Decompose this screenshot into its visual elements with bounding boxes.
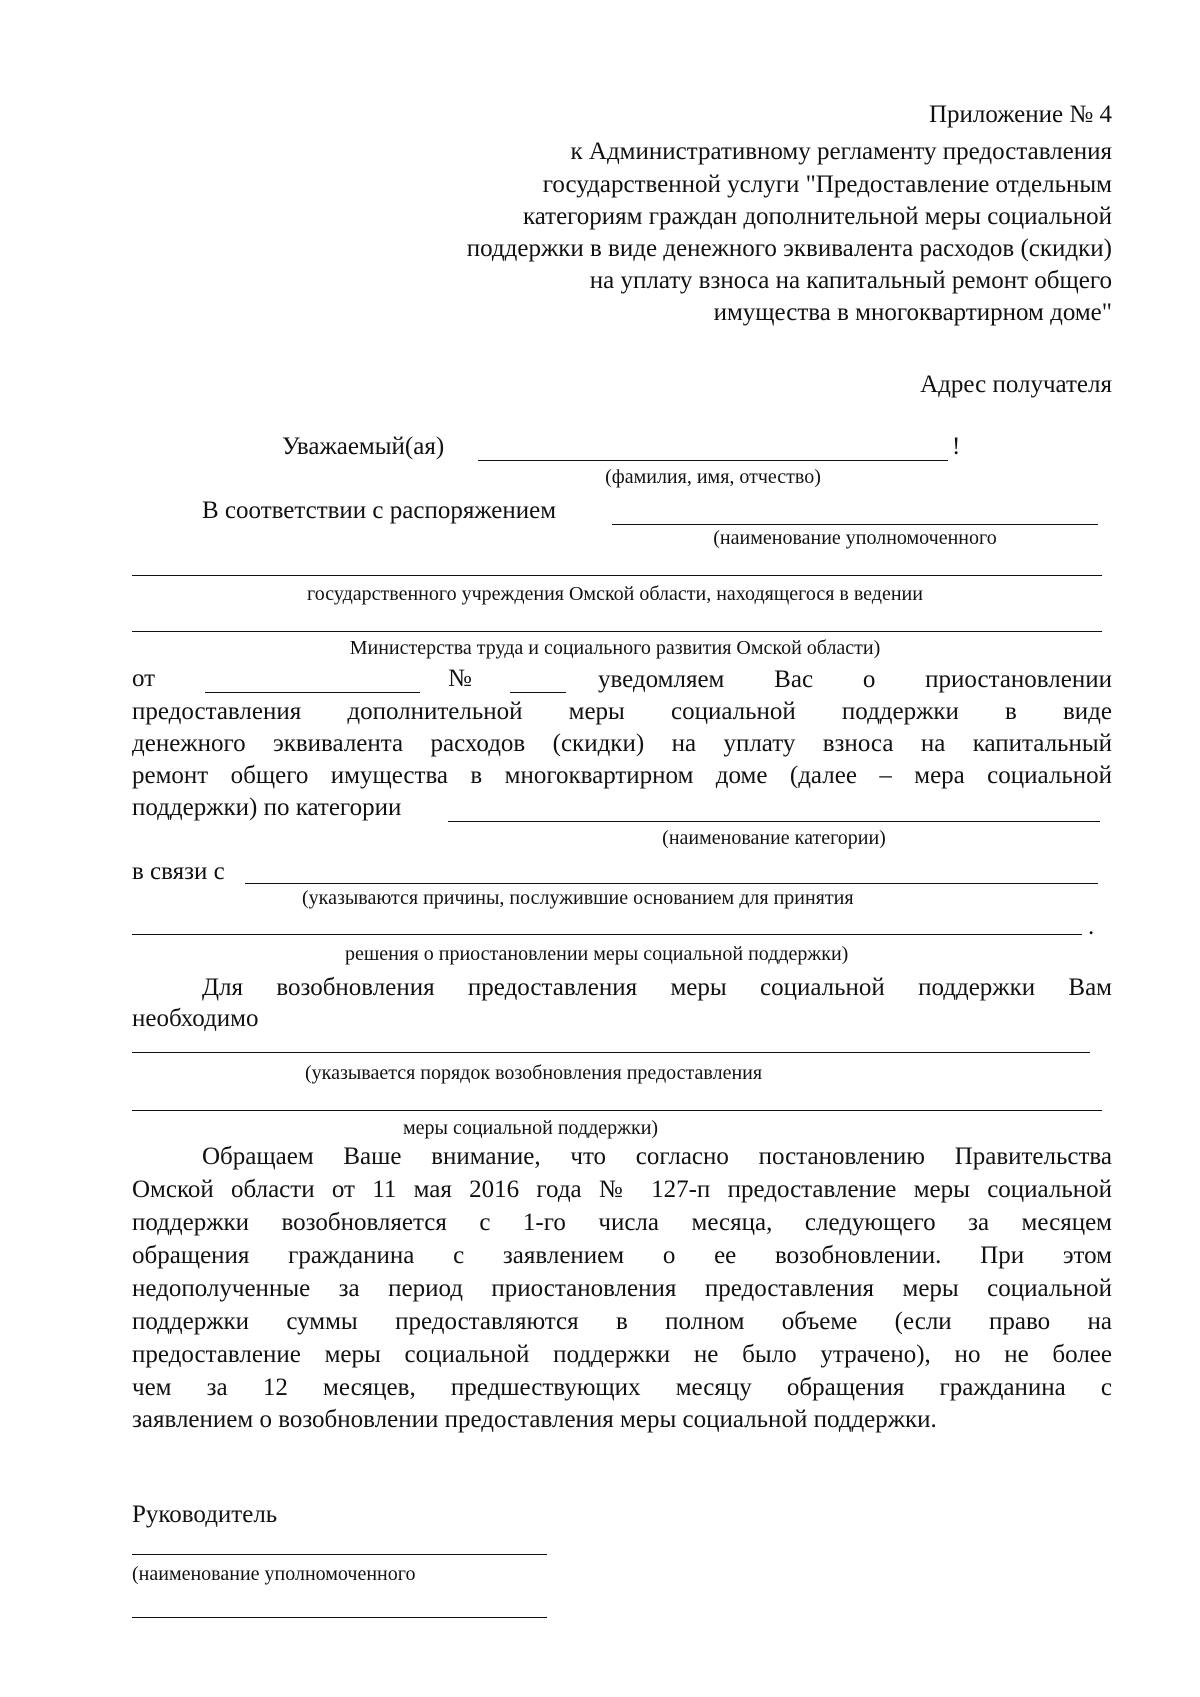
number-label: № xyxy=(448,665,472,692)
notice-line-4: ремонт общего имущества в многоквартирном доме (далее – мера социальной xyxy=(132,762,1112,789)
recipient-address: Адрес получателя xyxy=(920,371,1112,398)
name-underline xyxy=(478,460,948,461)
reason-dot: . xyxy=(1088,913,1095,940)
header-line-5: поддержки в виде денежного эквивалента расходов (скидки) xyxy=(466,235,1112,262)
order-underline xyxy=(612,524,1098,525)
reason-underline xyxy=(245,883,1098,884)
reason-underline-2 xyxy=(132,934,1082,935)
header-line-1: Приложение № 4 xyxy=(928,101,1112,128)
number-underline xyxy=(510,692,566,693)
signature-underline xyxy=(132,1554,547,1555)
signature-title: Руководитель xyxy=(132,1501,278,1528)
signature-underline-2 xyxy=(132,1617,547,1618)
renewal-hint-1: (указывается порядок возобновления предоставления xyxy=(305,1062,763,1084)
date-underline xyxy=(205,692,420,693)
attention-line-4: обращения гражданина с заявлением о ее возобновлении. При этом xyxy=(132,1242,1112,1269)
header-line-6: на уплату взноса на капитальный ремонт общего xyxy=(589,267,1112,294)
header-line-7: имущества в многоквартирном доме" xyxy=(713,299,1112,326)
order-hint-2: государственного учреждения Омской области, находящегося в ведении xyxy=(307,583,923,605)
from-label: от xyxy=(132,665,156,692)
order-hint-1: (наименование уполномоченного xyxy=(713,527,997,549)
order-underline-3 xyxy=(132,631,1102,632)
notice-line-2: предоставления дополнительной меры социальной поддержки в виде xyxy=(132,698,1112,725)
renewal-hint-2: меры социальной поддержки) xyxy=(403,1117,659,1139)
order-label: В соответствии с распоряжением xyxy=(202,497,557,524)
reason-label: в связи с xyxy=(132,858,225,885)
notice-line-1: уведомляем Вас о приостановлении xyxy=(598,666,1112,693)
attention-line-6: поддержки суммы предоставляются в полном объеме (если право на xyxy=(132,1308,1112,1335)
greeting-exclamation: ! xyxy=(952,433,961,460)
category-hint: (наименование категории) xyxy=(662,827,886,849)
reason-hint-2: решения о приостановлении меры социальной поддержки) xyxy=(345,943,849,965)
renewal-line-1: Для возобновления предоставления меры социальной поддержки Вам xyxy=(202,974,1112,1001)
attention-line-8: чем за 12 месяцев, предшествующих месяцу обращения гражданина с xyxy=(132,1374,1112,1401)
greeting-label: Уважаемый(ая) xyxy=(282,433,445,460)
attention-line-5: недополученные за период приостановления предоставления меры социальной xyxy=(132,1275,1112,1302)
order-hint-3: Министерства труда и социального развития Омской области) xyxy=(349,637,881,659)
attention-line-3: поддержки возобновляется с 1-го числа месяца, следующего за месяцем xyxy=(132,1209,1112,1236)
attention-line-1: Обращаем Ваше внимание, что согласно постановлению Правительства xyxy=(202,1143,1112,1170)
category-label: поддержки) по категории xyxy=(132,794,402,821)
attention-line-2: Омской области от 11 мая 2016 года № 127-п предоставление меры социальной xyxy=(132,1176,1112,1203)
category-underline xyxy=(448,821,1100,822)
notice-line-3: денежного эквивалента расходов (скидки) на уплату взноса на капитальный xyxy=(132,730,1112,757)
renewal-underline xyxy=(132,1052,1090,1053)
order-underline-2 xyxy=(132,575,1102,576)
renewal-underline-2 xyxy=(132,1110,1102,1111)
reason-hint-1: (указываются причины, послужившие основанием для принятия xyxy=(302,887,854,909)
renewal-line-2: необходимо xyxy=(132,1005,259,1032)
header-line-2: к Административному регламенту предоставления xyxy=(570,138,1112,165)
attention-line-7: предоставление меры социальной поддержки не было утрачено), но не более xyxy=(132,1341,1112,1368)
header-line-4: категориям граждан дополнительной меры социальной xyxy=(522,203,1112,230)
attention-line-9: заявлением о возобновлении предоставления меры социальной поддержки. xyxy=(132,1406,937,1433)
name-hint: (фамилия, имя, отчество) xyxy=(605,466,821,488)
header-line-3: государственной услуги "Предоставление отдельным xyxy=(542,171,1112,198)
signature-hint: (наименование уполномоченного xyxy=(132,1563,416,1585)
